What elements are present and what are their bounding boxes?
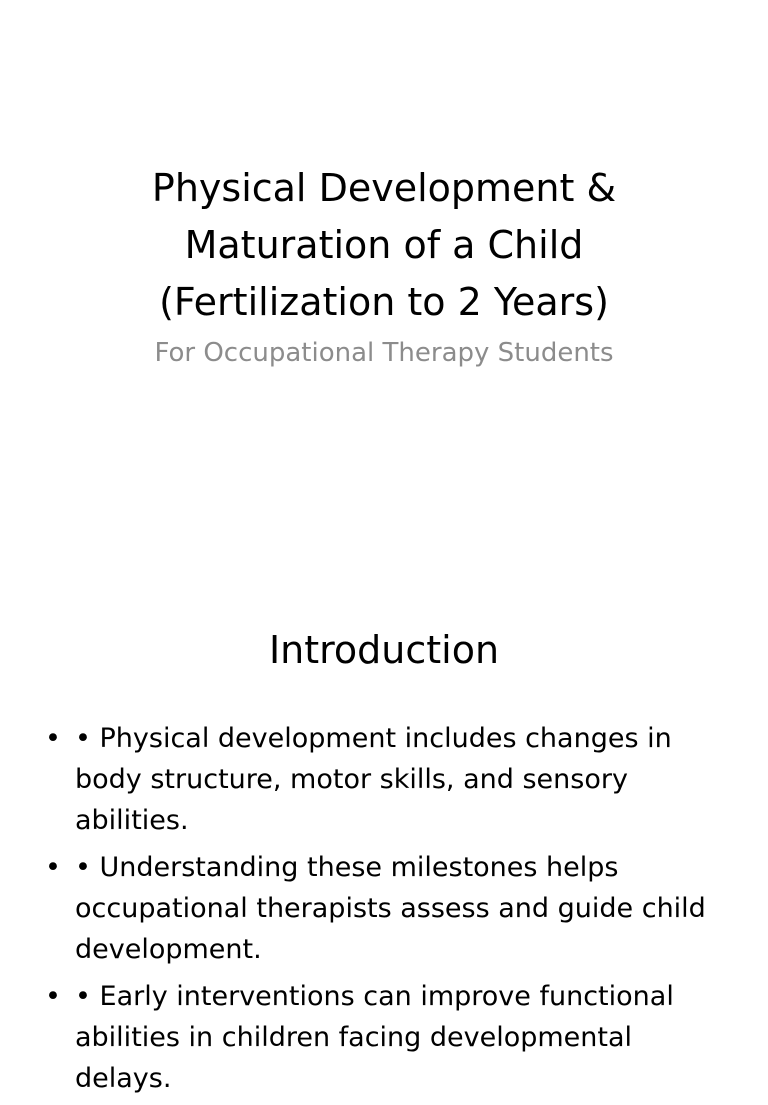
presentation-title: Physical Development & Maturation of a Child (Fertilization to 2 Years) (151, 166, 617, 324)
bullet-text: • Physical development includes changes in body structure, motor skills, and sensory abilities. (75, 723, 672, 836)
slide-title: Introduction (268, 628, 500, 672)
bullet-item (38, 976, 730, 1099)
bullet-marker-icon: • (45, 852, 61, 883)
bullet-item (38, 718, 730, 841)
bullet-marker-icon: • (45, 981, 61, 1012)
bullet-text: • Early interventions can improve functional abilities in children facing developmental delays. (75, 981, 674, 1094)
bullet-marker-icon: • (45, 723, 61, 754)
bullet-list (38, 718, 730, 1105)
presentation-subtitle: For Occupational Therapy Students (154, 338, 614, 368)
bullet-item (38, 847, 730, 970)
introduction-slide (0, 576, 768, 1094)
bullet-text: • Understanding these milestones helps occupational therapists assess and guide child development. (75, 852, 706, 965)
